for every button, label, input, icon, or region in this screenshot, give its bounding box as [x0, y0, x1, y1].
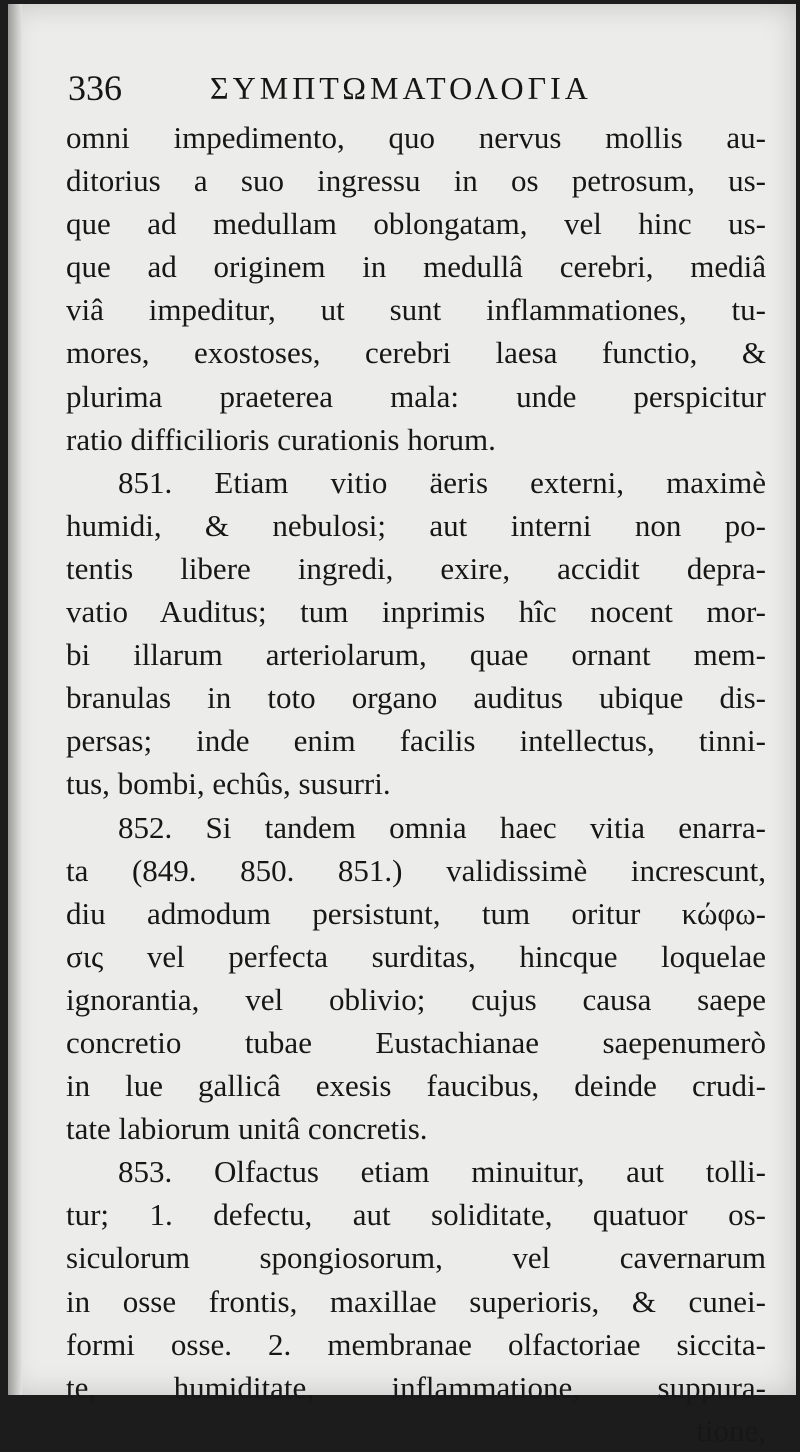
running-head: ΣΥΜΠΤΩΜΑΤΟΛΟΓΙΑ [210, 70, 592, 106]
text-line: branulas in toto organo auditus ubique dis- [66, 680, 766, 716]
text-line: tentis libere ingredi, exire, accidit depra- [66, 550, 766, 586]
text-line: omni impedimento, quo nervus mollis au- [66, 120, 766, 155]
text-line: que ad medullam oblongatam, vel hinc us- [66, 206, 766, 242]
text-line: diu admodum persistunt, tum oritur κώφω- [66, 895, 766, 931]
text-line: viâ impeditur, ut sunt inflammationes, tu- [66, 292, 766, 328]
text-line: vatio Auditus; tum inprimis hîc nocent mor- [66, 594, 766, 630]
paragraph-start-853: 853. Olfactus etiam minuitur, aut tolli- [118, 1154, 766, 1190]
text-line: tur; 1. defectu, aut soliditate, quatuor os- [66, 1197, 766, 1233]
text-line: ditorius a suo ingressu in os petrosum, us- [66, 163, 766, 199]
text-line: in osse frontis, maxillae superioris, & cunei- [66, 1283, 766, 1319]
text-line: te, humiditate, inflammatione, suppura- [66, 1369, 766, 1405]
text-line: mores, exostoses, cerebri laesa functio, & [66, 335, 766, 371]
page-gutter-shadow [8, 4, 22, 1395]
text-line: ignorantia, vel oblivio; cujus causa saepe [66, 981, 766, 1017]
text-line: tus, bombi, echûs, susurri. [66, 766, 391, 802]
text-line: tate labiorum unitâ concretis. [66, 1111, 428, 1147]
text-line: σις vel perfecta surditas, hincque loquelae [66, 938, 766, 974]
book-page [8, 4, 796, 1448]
paragraph-start-851: 851. Etiam vitio äeris externi, maximè [118, 464, 766, 500]
text-line: plurima praeterea mala: unde perspicitur [66, 378, 766, 414]
text-line: humidi, & nebulosi; aut interni non po- [66, 507, 766, 543]
body-text [66, 116, 766, 1452]
text-line: bi illarum arteriolarum, quae ornant mem- [66, 637, 766, 673]
text-line: persas; inde enim facilis intellectus, tinni- [66, 723, 766, 759]
text-line: in lue gallicâ exesis faucibus, deinde crudi- [66, 1068, 766, 1104]
page-number: 336 [68, 68, 122, 108]
page-header [68, 64, 768, 112]
text-line: concretio tubae Eustachianae saepenumerò [66, 1024, 766, 1060]
text-line: siculorum spongiosorum, vel cavernarum [66, 1240, 766, 1276]
text-line: ta (849. 850. 851.) validissimè increscunt, [66, 852, 766, 888]
text-line: formi osse. 2. membranae olfactoriae siccita- [66, 1326, 766, 1362]
text-line: que ad originem in medullâ cerebri, mediâ [66, 249, 766, 285]
text-line: ratio difficilioris curationis horum. [66, 421, 496, 457]
catchword: tione, [696, 1412, 766, 1448]
paragraph-start-852: 852. Si tandem omnia haec vitia enarra- [118, 809, 766, 845]
